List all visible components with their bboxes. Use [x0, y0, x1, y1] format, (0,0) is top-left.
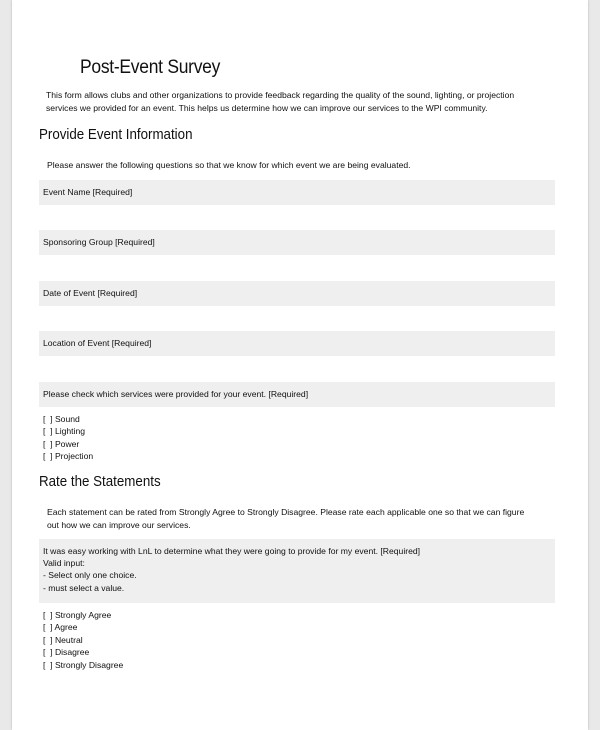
section-heading-event-info: Provide Event Information — [39, 127, 193, 143]
location-of-event-field[interactable]: Location of Event [Required] — [39, 331, 555, 356]
checkbox-projection[interactable]: [ ] Projection — [43, 451, 94, 462]
validation-rule: - must select a value. — [43, 582, 125, 593]
document-page — [12, 0, 588, 730]
services-options — [43, 413, 93, 463]
intro-paragraph: This form allows clubs and other organizations to provide feedback regarding the quality of the sound, lighting, or projection services we provided for an event. This helps us determine how we can improve our services to the WPI community. — [46, 90, 515, 113]
section-heading-rate: Rate the Statements — [39, 474, 161, 490]
event-name-field[interactable]: Event Name [Required] — [39, 180, 555, 205]
checkbox-disagree[interactable]: [ ] Disagree — [43, 647, 90, 658]
checkbox-neutral[interactable]: [ ] Neutral — [43, 634, 83, 645]
sponsoring-group-field[interactable]: Sponsoring Group [Required] — [39, 230, 555, 255]
rate-note: Each statement can be rated from Strongly Agree to Strongly Disagree. Please rate each applicable one so that we can figure out how we can improve our services. — [47, 507, 525, 530]
rating-question — [39, 539, 555, 603]
checkbox-lighting[interactable]: [ ] Lighting — [43, 426, 86, 437]
date-of-event-field[interactable]: Date of Event [Required] — [39, 281, 555, 306]
rating-options — [43, 609, 123, 671]
event-info-note: Please answer the following questions so that we know for which event we are being evaluated. — [47, 160, 411, 170]
checkbox-strongly-disagree[interactable]: [ ] Strongly Disagree — [43, 659, 124, 670]
question-text: It was easy working with LnL to determine what they were going to provide for my event. [Required] — [43, 546, 421, 556]
checkbox-sound[interactable]: [ ] Sound — [43, 414, 80, 424]
valid-input-label: Valid input: — [43, 558, 85, 569]
checkbox-strongly-agree[interactable]: [ ] Strongly Agree — [43, 610, 112, 620]
checkbox-power[interactable]: [ ] Power — [43, 438, 80, 449]
checkbox-agree[interactable]: [ ] Agree — [43, 622, 78, 633]
validation-rule: - Select only one choice. — [43, 570, 137, 581]
page-title: Post-Event Survey — [80, 57, 221, 78]
services-prompt: Please check which services were provided for your event. [Required] — [39, 382, 555, 407]
